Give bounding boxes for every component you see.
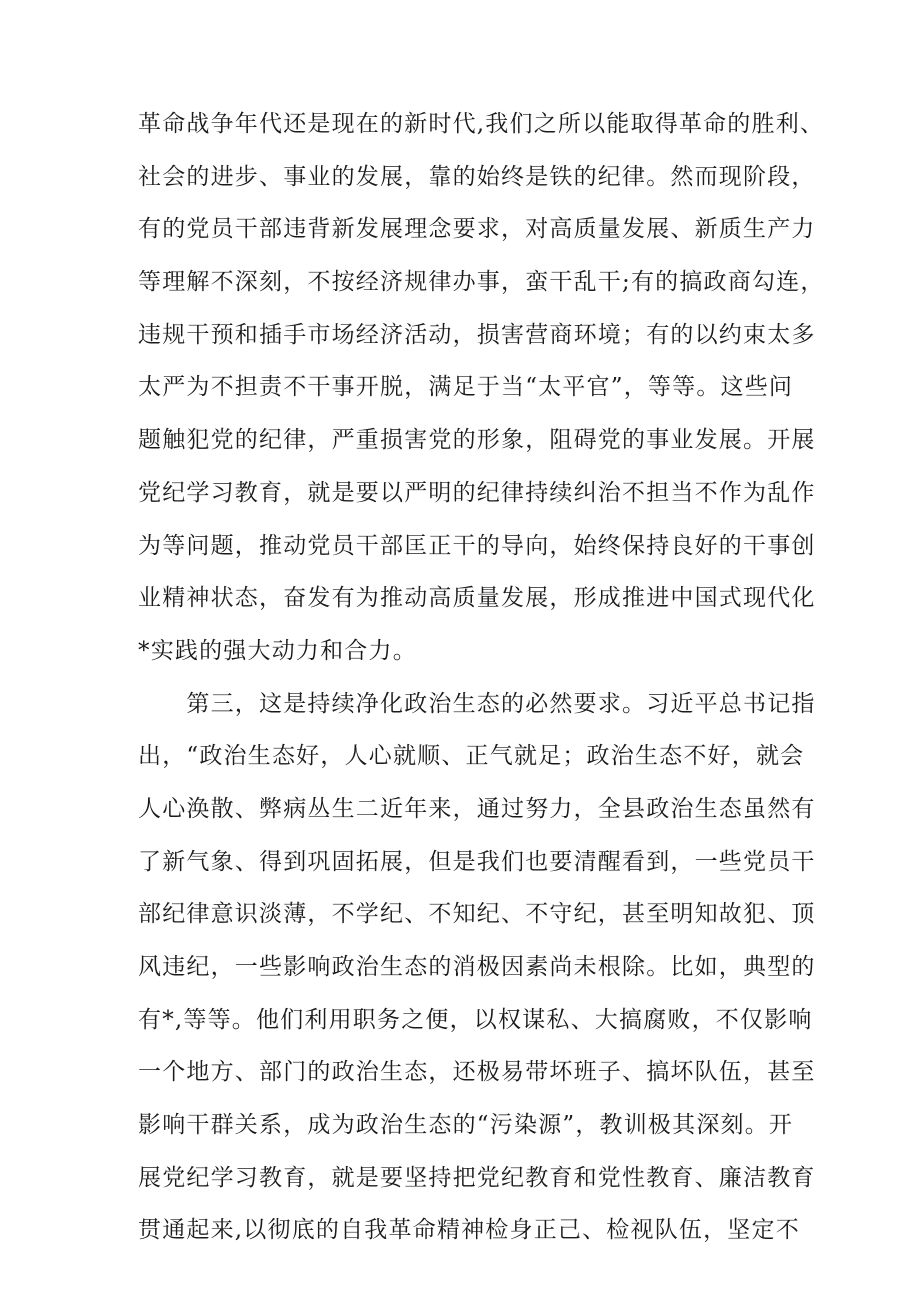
text-line: 社会的进步、事业的发展，靠的始终是铁的纪律。然而现阶段， <box>138 163 816 190</box>
text-line: 一个地方、部门的政治生态，还极易带坏班子、搞坏队伍，甚至 <box>138 1059 816 1086</box>
text-line: *实践的强大动力和合力。 <box>138 637 417 664</box>
text-line: 贯通起来,以彻底的自我革命精神检身正己、检视队伍，坚定不 <box>138 1217 800 1244</box>
text-line: 党纪学习教育，就是要以严明的纪律持续纠治不担当不作为乱作 <box>138 479 816 506</box>
text-line: 风违纪，一些影响政治生态的消极因素尚未根除。比如，典型的 <box>138 954 816 980</box>
text-line: 展党纪学习教育，就是要坚持把党纪教育和党性教育、廉洁教育 <box>138 1164 816 1191</box>
text-line: 太严为不担责不干事开脱，满足于当“太平官”，等等。这些问 <box>138 374 794 401</box>
paragraph-2 <box>138 678 816 1258</box>
text-line: 题触犯党的纪律，严重损害党的形象，阻碍党的事业发展。开展 <box>138 427 816 454</box>
text-line: 出，“政治生态好，人心就顺、正气就足；政治生态不好，就会 <box>138 743 805 770</box>
paragraph-1 <box>138 98 825 678</box>
text-line: 业精神状态，奋发有为推动高质量发展，形成推进中国式现代化 <box>138 585 816 612</box>
text-line: 第三，这是持续净化政治生态的必然要求。习近平总书记指 <box>138 690 816 717</box>
text-line: 了新气象、得到巩固拓展，但是我们也要清醒看到，一些党员干 <box>138 848 816 875</box>
text-line: 部纪律意识淡薄，不学纪、不知纪、不守纪，甚至明知故犯、顶 <box>138 901 816 928</box>
document-body <box>138 98 825 1257</box>
text-line: 革命战争年代还是现在的新时代,我们之所以能取得革命的胜利、 <box>138 111 825 137</box>
text-line: 有的党员干部违背新发展理念要求，对高质量发展、新质生产力 <box>138 216 816 243</box>
text-line: 违规干预和插手市场经济活动，损害营商环境；有的以约束太多 <box>138 321 816 348</box>
text-line: 影响干群关系，成为政治生态的“污染源”，教训极其深刻。开 <box>138 1112 794 1139</box>
text-line: 等理解不深刻，不按经济规律办事，蛮干乱干;有的搞政商勾连， <box>138 269 825 296</box>
text-line: 为等问题，推动党员干部匡正干的导向，始终保持良好的干事创 <box>138 532 816 559</box>
text-line: 人心涣散、弊病丛生二近年来，通过努力，全县政治生态虽然有 <box>138 795 816 822</box>
text-line: 有*,等等。他们利用职务之便，以权谋私、大搞腐败，不仅影响 <box>138 1006 813 1033</box>
